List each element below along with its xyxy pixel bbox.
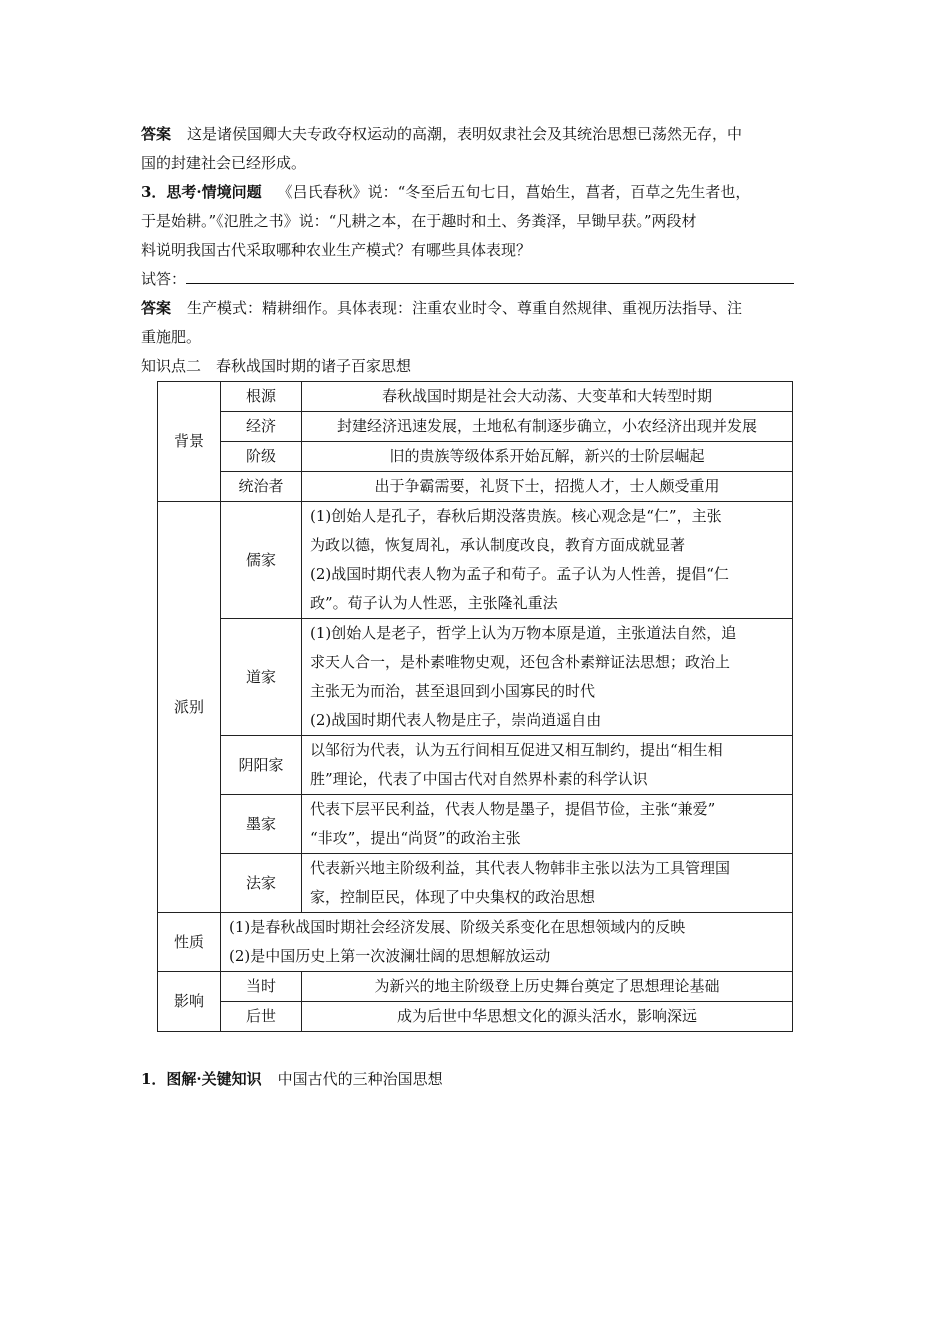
row-value: 旧的贵族等级体系开始瓦解，新兴的士阶层崛起 xyxy=(302,442,793,472)
school-desc: (1)创始人是老子，哲学上认为万物本原是道，主张道法自然，追 求天人合一，是朴素唯物史观，还包含朴素辩证法思想；政治上 主张无为而治，甚至退回到小国寡民的时代 (2)战国时期代表人物是庄子，崇尚逍遥自由 xyxy=(302,619,793,736)
answer-1 xyxy=(141,120,816,178)
row-key: 统治者 xyxy=(221,472,302,502)
question-3-label: 3．思考·情境问题 xyxy=(141,183,262,201)
try-answer-label: 试答： xyxy=(141,270,187,288)
row-key: 当时 xyxy=(221,972,302,1002)
answer-blank-line xyxy=(186,267,794,284)
row-value: 封建经济迅速发展，土地私有制逐步确立，小农经济出现并发展 xyxy=(302,412,793,442)
school-desc: (1)创始人是孔子，春秋后期没落贵族。核心观念是“仁”，主张 为政以德，恢复周礼，承认制度改良，教育方面成就显著 (2)战国时期代表人物为孟子和荀子。孟子认为人性善，提倡“仁 政”。荀子认为人性恶，主张隆礼重法 xyxy=(302,502,793,619)
question-3-line-3: 料说明我国古代采取哪种农业生产模式？有哪些具体表现？ xyxy=(141,241,532,259)
school-name: 阴阳家 xyxy=(221,736,302,795)
school-name: 儒家 xyxy=(221,502,302,619)
table-row xyxy=(158,442,793,472)
table-row xyxy=(158,1002,793,1032)
row-value: 为新兴的地主阶级登上历史舞台奠定了思想理论基础 xyxy=(302,972,793,1002)
table-row xyxy=(158,736,793,795)
nature-label: 性质 xyxy=(158,913,221,972)
table-row xyxy=(158,795,793,854)
bottom-heading-text: 中国古代的三种治国思想 xyxy=(277,1070,443,1088)
row-value: 成为后世中华思想文化的源头活水，影响深远 xyxy=(302,1002,793,1032)
schools-label: 派别 xyxy=(158,502,221,913)
school-name: 道家 xyxy=(221,619,302,736)
row-key: 根源 xyxy=(221,382,302,412)
school-desc: 代表新兴地主阶级利益，其代表人物韩非主张以法为工具管理国 家，控制臣民，体现了中央集权的政治思想 xyxy=(302,854,793,913)
table-row xyxy=(158,412,793,442)
background-label: 背景 xyxy=(158,382,221,502)
school-desc: 以邹衍为代表，认为五行间相互促进又相互制约，提出“相生相 胜”理论，代表了中国古代对自然界朴素的科学认识 xyxy=(302,736,793,795)
bottom-heading-label: 1．图解·关键知识 xyxy=(141,1070,262,1088)
question-3 xyxy=(141,178,816,294)
row-key: 经济 xyxy=(221,412,302,442)
section-title: 知识点二 春秋战国时期的诸子百家思想 xyxy=(141,357,412,375)
school-name: 法家 xyxy=(221,854,302,913)
table-row xyxy=(158,913,793,972)
answer-3 xyxy=(141,294,816,352)
table-row xyxy=(158,502,793,619)
school-desc: 代表下层平民利益，代表人物是墨子，提倡节俭，主张“兼爱” “非攻”，提出“尚贤”的政治主张 xyxy=(302,795,793,854)
document-page xyxy=(141,120,816,1088)
answer-3-line-2: 重施肥。 xyxy=(141,328,202,346)
row-value: 出于争霸需要，礼贤下士，招揽人才，士人颇受重用 xyxy=(302,472,793,502)
table-row xyxy=(158,619,793,736)
answer-3-line-1: 生产模式：精耕细作。具体表现：注重农业时令、尊重自然规律、重视历法指导、注 xyxy=(187,299,743,317)
knowledge-table xyxy=(157,381,793,1032)
table-row xyxy=(158,972,793,1002)
answer-label: 答案 xyxy=(141,299,172,317)
school-name: 墨家 xyxy=(221,795,302,854)
question-3-line-2: 于是始耕。”《氾胜之书》说：“凡耕之本，在于趣时和土、务粪泽，早锄早获。”两段材 xyxy=(141,212,697,230)
nature-desc: (1)是春秋战国时期社会经济发展、阶级关系变化在思想领域内的反映 (2)是中国历史上第一次波澜壮阔的思想解放运动 xyxy=(221,913,793,972)
table-row xyxy=(158,382,793,412)
table-row xyxy=(158,472,793,502)
answer-label: 答案 xyxy=(141,125,172,143)
answer-1-line-2: 国的封建社会已经形成。 xyxy=(141,154,307,172)
row-key: 后世 xyxy=(221,1002,302,1032)
answer-1-line-1: 这是诸侯国卿大夫专政夺权运动的高潮，表明奴隶社会及其统治思想已荡然无存，中 xyxy=(187,125,743,143)
row-value: 春秋战国时期是社会大动荡、大变革和大转型时期 xyxy=(302,382,793,412)
influence-label: 影响 xyxy=(158,972,221,1032)
question-3-line-1: 《吕氏春秋》说：“冬至后五旬七日，菖始生，菖者，百草之先生者也， xyxy=(277,183,751,201)
table-row xyxy=(158,854,793,913)
bottom-heading xyxy=(141,1065,443,1094)
row-key: 阶级 xyxy=(221,442,302,472)
